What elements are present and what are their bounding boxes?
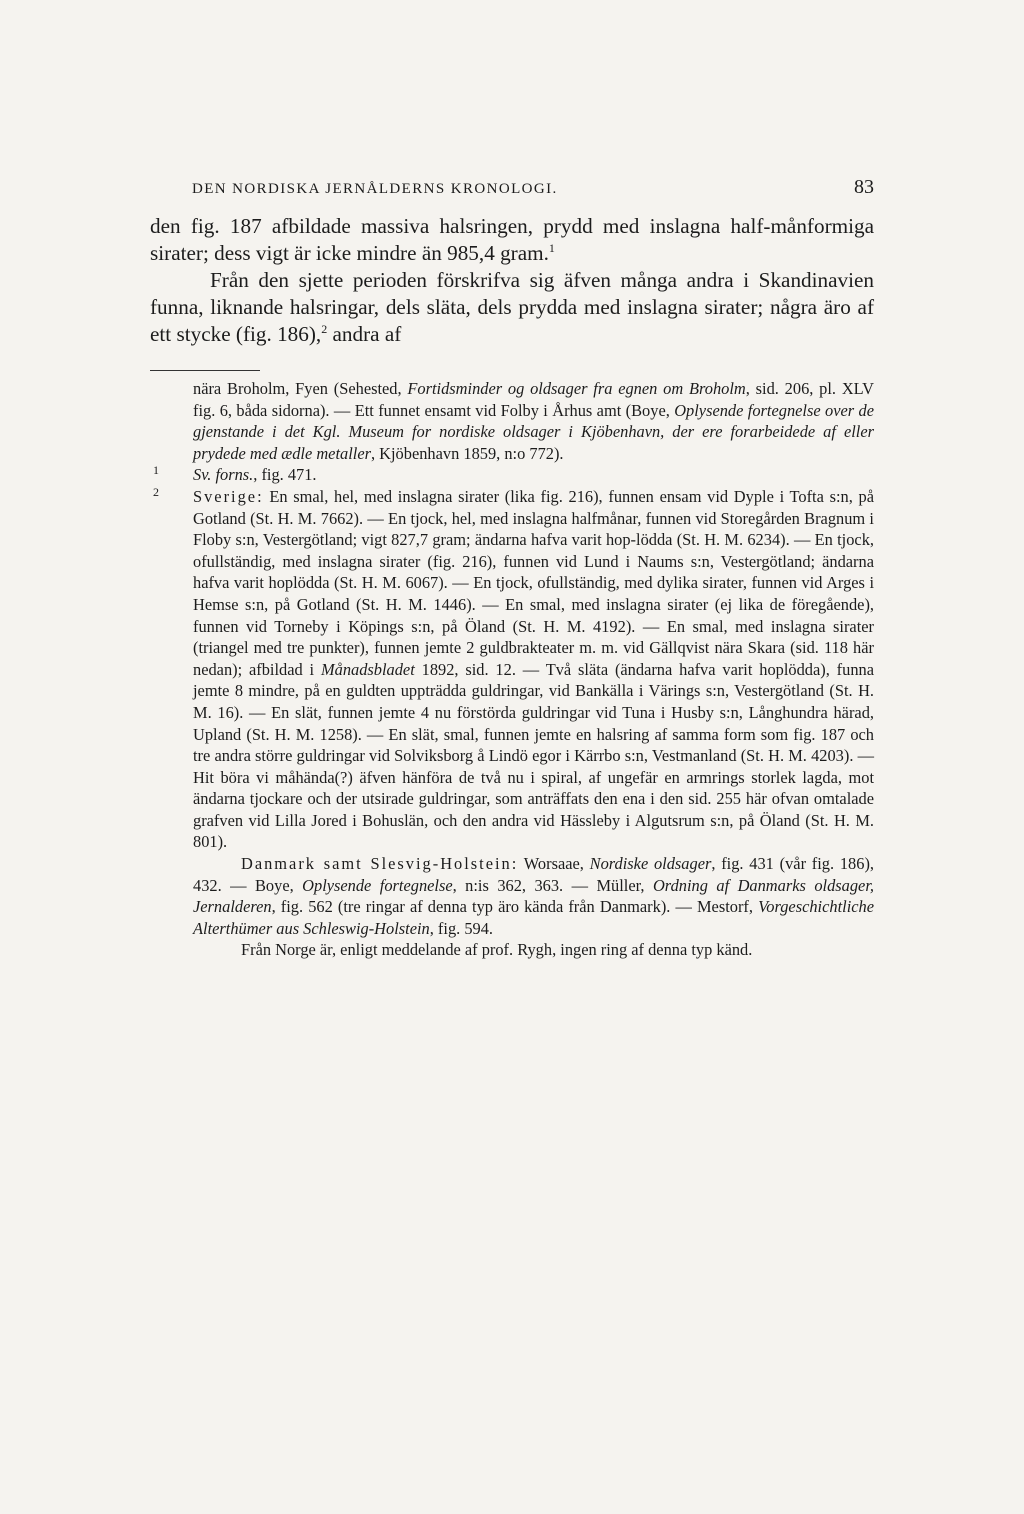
paragraph-1: [150, 213, 874, 267]
note-text: , fig. 471.: [253, 465, 317, 485]
paragraph-2: [150, 267, 874, 348]
note-title: Ordning af Danmarks oldsager, Jernalderen: [193, 875, 874, 917]
paragraph-2-text: Från den sjette perioden förskrifva sig äfven många andra i Skandinavien funna, liknande halsringar, dels släta, dels prydda med inslagna sirater; några äro af ett stycke (fig. 186),: [150, 268, 874, 346]
main-text: [150, 213, 874, 348]
note-text: Från Norge är, enligt meddelande af prof. Rygh, ingen ring af denna typ känd.: [241, 940, 753, 960]
running-title: DEN NORDISKA JERNÅLDERNS KRONOLOGI.: [192, 181, 558, 197]
note-title: Sv. forns.: [193, 465, 254, 485]
note-title: Oplysende fortegnelse: [302, 875, 453, 895]
footnote-number: 1: [153, 463, 159, 478]
note-text: , fig. 562 (tre ringar af denna typ äro kända från Danmark). — Mestorf,: [271, 897, 759, 917]
note-title: Vorgeschichtliche Alterthümer aus Schleswig-Holstein: [193, 897, 874, 938]
note-text: , n:is 362, 363. — Müller,: [452, 875, 653, 895]
note-text: , fig. 594.: [429, 918, 494, 938]
footnote-2-norway: [150, 939, 874, 961]
note-text: En smal, hel, med inslagna sirater (lika fig. 216), funnen ensam vid Dyple i Tofta s:n, på Gotland (St. H. M. 7662). — En tjock, hel, med inslagna halfmånar, funnen vid Storegården Bragnum i Floby s:n, Vestergötland; vigt 827,7 gram; ändarna hafva varit hop-lödda (St. H. M. 6234). — En tjock, ofullständig, med inslagna sirater (fig. 216), funnen vid Lund i Naums s:n, Vestergötland; ändarna hafva varit hoplödda (St. H. M. 6067). — En tjock, ofullständig, med dylika sirater, funnen vid Arges i Hemse s:n, på Gotland (St. H. M. 1446). — En smal, med inslagna sirater (ej lika de föregående), funnen vid Torneby i Köpings s:n, på Öland (St. H. M. 4192). — En smal, med inslagna sirater (triangel med tre punkter), funnen jemte 2 guldbrakteater m. m. vid Gällqvist nära Skara (sid. 118 här nedan); afbildad i: [193, 486, 874, 679]
note-text: , Kjöbenhavn 1859, n:o 772).: [370, 443, 564, 463]
footnote-2-denmark: [150, 853, 874, 939]
running-header: [150, 176, 874, 199]
country-heading: Danmark samt Slesvig-Holstein:: [241, 854, 519, 874]
page-number: 83: [854, 176, 874, 198]
footnote-1: [150, 464, 874, 486]
note-title: Fortidsminder og oldsager fra egnen om Broholm: [407, 379, 746, 398]
footnotes: [150, 378, 874, 961]
paragraph-2-tail: andra af: [327, 322, 402, 346]
note-text: nära Broholm, Fyen (Sehested,: [193, 379, 408, 398]
footnote-ref-1: 1: [548, 240, 555, 255]
footnote-2: [150, 486, 874, 853]
note-text: Worsaae,: [518, 854, 590, 874]
note-title: Nordiske oldsager: [589, 854, 712, 874]
note-title: Oplysende fortegnelse over de gjenstande i det Kgl. Museum for nordiske oldsager i Kjöbenhavn, der ere forarbeidede af eller prydede med ædle metaller: [193, 400, 875, 463]
note-title: Månadsbladet: [320, 659, 415, 679]
note-text: 1892, sid. 12. — Två släta (ändarna hafva varit hoplödda), funna jemte 8 mindre, på en guldten uppträdda guldringar, vid Bankälla i Värings s:n, Vestergötland (St. H. M. 16). — En slät, funnen jemte 4 nu förstörda guldringar vid Tuna i Husby s:n, Långhundra härad, Upland (St. H. M. 1258). — En slät, smal, funnen jemte en halsring af samma form som fig. 187 och tre andra större guldringar vid Solviksborg å Lindö egor i Kärrbo s:n, Vestmanland (St. H. M. 4203). — Hit böra vi måhända(?) äfven hänföra de två nu i spiral, af ungefär en armrings storlek lagda, mot ändarna tjockare och der utsirade guldringar, som anträffats den ena i den sid. 255 här ofvan omtalade grafven vid Lilla Jored i Bohuslän, och den andra vid Hässleby i Algutsrum s:n, på Öland (St. H. M. 801).: [193, 659, 874, 852]
footnote-number: 2: [153, 484, 159, 499]
footnote-separator: [150, 370, 260, 371]
country-heading: Sverige:: [193, 486, 264, 506]
footnote-continuation: [150, 378, 874, 464]
paragraph-1-text: den fig. 187 afbildade massiva halsringen, prydd med inslagna half-månformiga sirater; dess vigt är icke mindre än 985,4 gram.: [150, 214, 874, 265]
note-text: , sid. 206, pl. XLV fig. 6, båda sidorna). — Ett funnet ensamt vid Folby i Århus amt (Boye,: [193, 379, 874, 420]
footnote-ref-2: 2: [321, 321, 328, 336]
note-text: , fig. 431 (vår fig. 186), 432. — Boye,: [193, 854, 874, 895]
